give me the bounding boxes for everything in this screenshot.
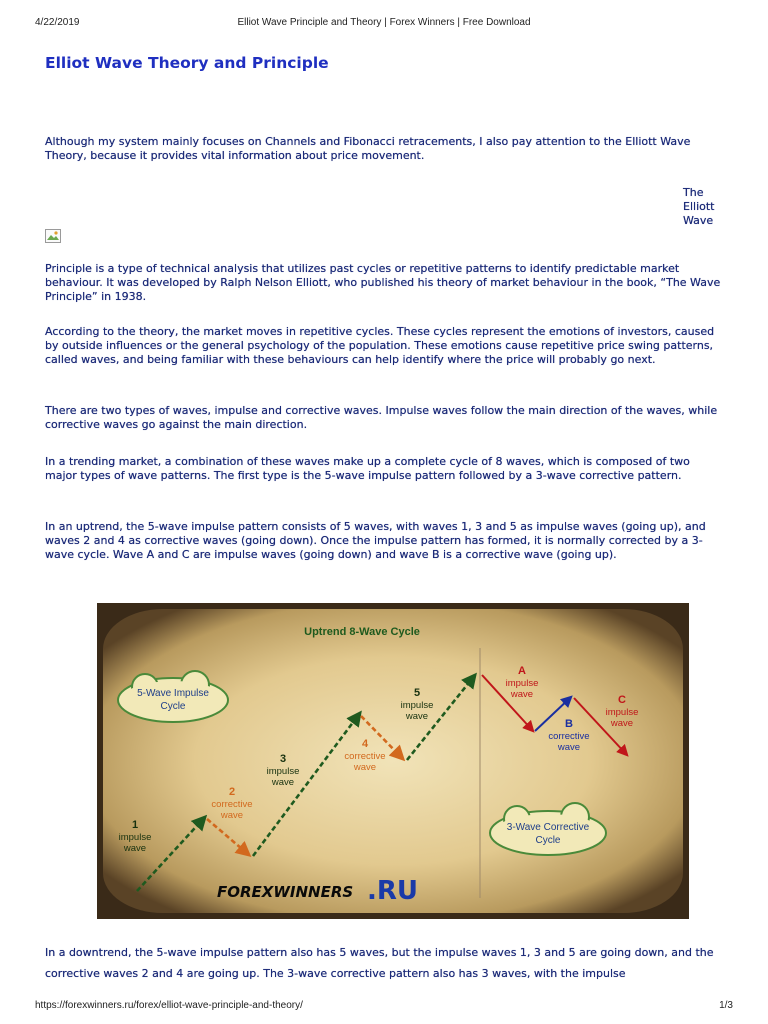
paragraph-downtrend: In a downtrend, the 5-wave impulse pattern also has 5 waves, but the impulse waves 1, 3 and 5 are going down, and the corrective waves 2 and 4 are going up. The 3-wave corrective pattern also has 3 waves, with the impulse — [45, 946, 714, 980]
wave-a-word: wave — [510, 689, 534, 700]
wave-c-letter: C — [618, 694, 626, 706]
wave-3-type: impulse — [266, 766, 300, 777]
wave-2-type: corrective — [211, 799, 253, 810]
paragraph-trending-market: In a trending market, a combination of these waves make up a complete cycle of 8 waves, which is composed of two major types of wave patterns. The first type is the 5-wave impulse pattern followed by a 3-wave corrective pattern. — [45, 455, 690, 482]
broken-image-icon — [45, 229, 61, 243]
elliott-wave-figure — [97, 603, 689, 919]
wave-5-type: impulse — [400, 700, 434, 711]
paragraph-theory: According to the theory, the market moves in repetitive cycles. These cycles represent the emotions of investors, caused by outside influences or the general psychology of the population. These emotions cause repetitive price swing patterns, called waves, and being familiar with these behaviours can help identify where the price will probably go next. — [45, 325, 715, 366]
figure-title: Uptrend 8-Wave Cycle — [304, 626, 420, 638]
paragraph-principle: Principle is a type of technical analysis that utilizes past cycles or repetitive patterns to identify predictable market behaviour. It was developed by Ralph Nelson Elliott, who published his theory of market behaviour in the book, “The Wave Principle” in 1938. — [45, 262, 721, 303]
wave-b-letter: B — [565, 718, 573, 730]
cloud-corrective-line2: Cycle — [535, 835, 561, 846]
elliott-wave-diagram — [97, 603, 689, 919]
wave-1-word: wave — [123, 843, 147, 854]
page-title: Elliot Wave Theory and Principle — [45, 54, 329, 72]
page-url: https://forexwinners.ru/forex/elliot-wave-principle-and-theory/ — [35, 1000, 303, 1011]
wave-a-type: impulse — [505, 678, 539, 689]
print-date: 4/22/2019 — [35, 17, 80, 28]
paragraph-uptrend: In an uptrend, the 5-wave impulse pattern consists of 5 waves, with waves 1, 3 and 5 as impulse waves (going up), and waves 2 and 4 as corrective waves (going down). Once the impulse pattern has formed, it is normally corrected by a 3-wave cycle. Wave A and C are impulse waves (going down) and wave B is a corrective wave (going up). — [45, 520, 706, 561]
wave-4-type: corrective — [344, 751, 386, 762]
print-page-title: Elliot Wave Principle and Theory | Forex Winners | Free Download — [237, 17, 531, 28]
wave-5-word: wave — [405, 711, 429, 722]
wave-1-type: impulse — [118, 832, 152, 843]
wave-b-type: corrective — [548, 731, 590, 742]
wave-4-word: wave — [353, 762, 377, 773]
wave-2-word: wave — [220, 810, 244, 821]
wave-c-type: impulse — [605, 707, 639, 718]
wave-b-word: wave — [557, 742, 581, 753]
page-number: 1/3 — [719, 1000, 733, 1011]
wave-3-word: wave — [271, 777, 295, 788]
logo-forexwinners-text: FOREXWINNERS — [217, 883, 354, 901]
paragraph-intro: Although my system mainly focuses on Channels and Fibonacci retracements, I also pay attention to the Elliott Wave Theory, because it provides vital information about price movement. — [45, 135, 691, 162]
wave-2-number: 2 — [228, 786, 236, 798]
wave-3-number: 3 — [279, 753, 287, 765]
print-footer — [35, 1000, 733, 1014]
wave-4-number: 4 — [361, 738, 369, 750]
cloud-impulse-line1: 5-Wave Impulse — [137, 688, 209, 699]
side-note-elliott-wave: The Elliott Wave — [683, 186, 715, 227]
print-header — [35, 17, 733, 31]
wave-1-number: 1 — [131, 819, 139, 831]
wave-5-number: 5 — [413, 687, 421, 699]
logo-ru-text: .RU — [367, 876, 419, 906]
wave-a-letter: A — [518, 665, 526, 677]
cloud-impulse-line2: Cycle — [160, 701, 186, 712]
paragraph-wave-types: There are two types of waves, impulse and corrective waves. Impulse waves follow the main direction of the waves, while corrective waves go against the main direction. — [45, 404, 718, 431]
wave-c-word: wave — [610, 718, 634, 729]
cloud-corrective-cycle — [490, 803, 606, 855]
cloud-corrective-line1: 3-Wave Corrective — [506, 822, 590, 833]
